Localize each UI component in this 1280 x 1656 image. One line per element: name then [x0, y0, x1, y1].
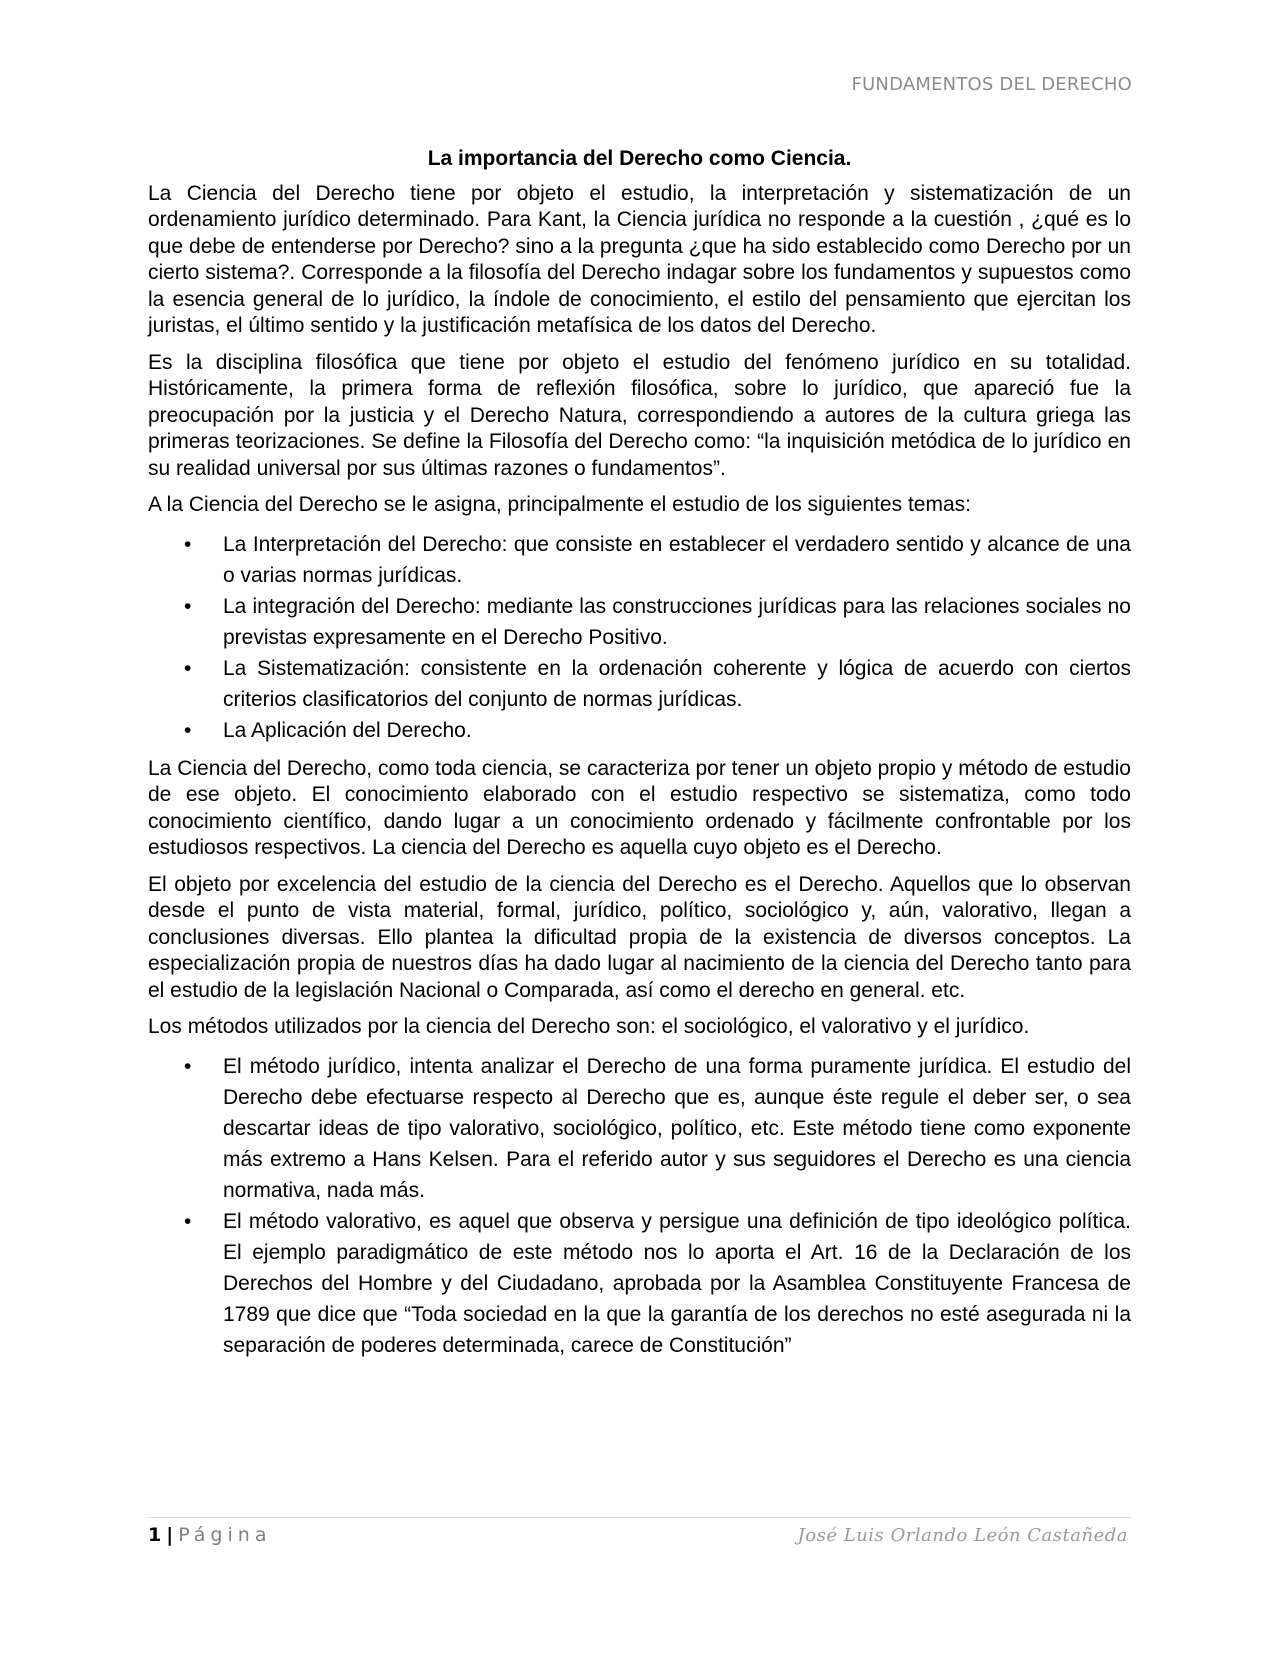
list-item [148, 529, 1131, 591]
list-item [148, 1051, 1131, 1206]
list-item-text: La Aplicación del Derecho. [223, 718, 472, 742]
list-item-text: La integración del Derecho: mediante las construcciones jurídicas para las relaciones sociales no previstas expresamente en el Derecho Positivo. [223, 594, 1131, 649]
paragraph: A la Ciencia del Derecho se le asigna, principalmente el estudio de los siguientes temas: [148, 493, 971, 516]
topics-list [148, 529, 1131, 746]
paragraph: Es la disciplina filosófica que tiene por objeto el estudio del fenómeno jurídico en su totalidad. Históricamente, la primera forma de reflexión filosófica, sobre lo jurídico, que apareció fue la preocupación por la justicia y el Derecho Natura, correspondiendo a autores de la cultura griega las primeras teorizaciones. Se define la Filosofía del Derecho como: “la inquisición metódica de lo jurídico en su realidad universal por sus últimas razones o fundamentos”. [148, 350, 1131, 480]
author-signature: José Luis Orlando León Castañeda [797, 1525, 1128, 1546]
list-item [148, 591, 1131, 653]
footer-divider [148, 1517, 1131, 1518]
list-item [148, 653, 1131, 715]
list-item-text: La Interpretación del Derecho: que consiste en establecer el verdadero sentido y alcance de una o varias normas jurídicas. [223, 532, 1131, 587]
list-item-text: El método jurídico, intenta analizar el Derecho de una forma puramente jurídica. El estudio del Derecho debe efectuarse respecto al Derecho que es, aunque éste regule el deber ser, o sea descartar ideas de tipo valorativo, sociológico, político, etc. Este método tiene como exponente más extremo a Hans Kelsen. Para el referido autor y sus seguidores el Derecho es una ciencia normativa, nada más. [223, 1054, 1131, 1202]
list-item [148, 715, 1131, 746]
bullet-icon: • [184, 1054, 192, 1078]
document-title: La importancia del Derecho como Ciencia. [427, 147, 852, 170]
page-number-value: 1 [148, 1524, 162, 1546]
paragraph: El objeto por excelencia del estudio de la ciencia del Derecho es el Derecho. Aquellos que lo observan desde el punto de vista material, formal, jurídico, político, sociológico y, aún, valorativo, llegan a conclusiones diversas. Ello plantea la dificultad propia de la existencia de diversos conceptos. La especialización propia de nuestros días ha dado lugar al nacimiento de la ciencia del Derecho tanto para el estudio de la legislación Nacional o Comparada, así como el derecho en general. etc. [148, 872, 1131, 1002]
bullet-icon: • [184, 718, 192, 742]
bullet-icon: • [184, 656, 192, 680]
list-item [148, 1206, 1131, 1361]
list-item-text: La Sistematización: consistente en la ordenación coherente y lógica de acuerdo con ciertos criterios clasificatorios del conjunto de normas jurídicas. [223, 656, 1131, 711]
bullet-icon: • [184, 1209, 192, 1233]
page-word: Página [178, 1524, 272, 1546]
bullet-icon: • [184, 594, 192, 618]
running-header: FUNDAMENTOS DEL DERECHO [851, 74, 1132, 95]
paragraph: La Ciencia del Derecho, como toda ciencia, se caracteriza por tener un objeto propio y método de estudio de ese objeto. El conocimiento elaborado con el estudio respectivo se sistematiza, como todo conocimiento científico, dando lugar a un conocimiento ordenado y fácilmente confrontable por los estudiosos respectivos. La ciencia del Derecho es aquella cuyo objeto es el Derecho. [148, 756, 1131, 859]
methods-list [148, 1051, 1131, 1361]
bullet-icon: • [184, 532, 192, 556]
paragraph: La Ciencia del Derecho tiene por objeto el estudio, la interpretación y sistematización de un ordenamiento jurídico determinado. Para Kant, la Ciencia jurídica no responde a la cuestión , ¿qué es lo que debe de entenderse por Derecho? sino a la pregunta ¿que ha sido establecido como Derecho por un cierto sistema?. Corresponde a la filosofía del Derecho indagar sobre los fundamentos y supuestos como la esencia general de lo jurídico, la índole de conocimiento, el estilo del pensamiento que ejercitan los juristas, el último sentido y la justificación metafísica de los datos del Derecho. [148, 181, 1131, 337]
page-number-separator: | [166, 1524, 174, 1546]
paragraph: Los métodos utilizados por la ciencia del Derecho son: el sociológico, el valorativo y el jurídico. [148, 1015, 1030, 1038]
list-item-text: El método valorativo, es aquel que observa y persigue una definición de tipo ideológico política. El ejemplo paradigmático de este método nos lo aporta el Art. 16 de la Declaración de los Derechos del Hombre y del Ciudadano, aprobada por la Asamblea Constituyente Francesa de 1789 que dice que “Toda sociedad en la que la garantía de los derechos no esté asegurada ni la separación de poderes determinada, carece de Constitución” [223, 1209, 1131, 1357]
document-body [148, 146, 1131, 1371]
page-number [148, 1524, 271, 1546]
